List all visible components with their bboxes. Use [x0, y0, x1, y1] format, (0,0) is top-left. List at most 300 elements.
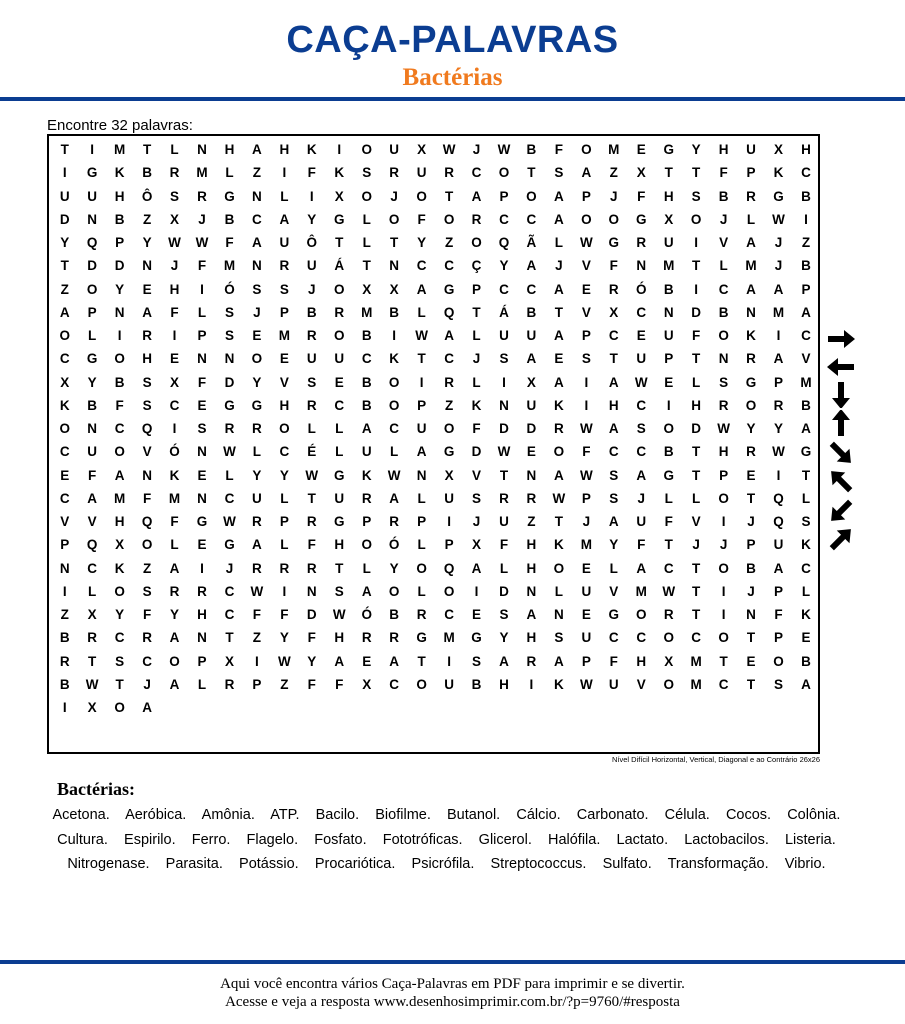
word-item: Ferro. [191, 831, 231, 848]
grid-letter: O [526, 188, 537, 204]
grid-letter: A [636, 560, 647, 576]
grid-letter: I [62, 700, 67, 716]
grid-letter: O [416, 188, 427, 204]
grid-letter: W [415, 328, 428, 344]
grid-letter: E [170, 351, 180, 367]
footer-divider [0, 960, 905, 964]
grid-letter: P [499, 188, 509, 204]
grid-letter: G [608, 235, 620, 251]
grid-letter: L [801, 490, 811, 506]
grid-letter: N [306, 583, 317, 599]
grid-letter: B [59, 676, 70, 692]
grid-letter: P [581, 653, 591, 669]
grid-letter: B [801, 653, 811, 669]
grid-letter: F [774, 607, 783, 623]
grid-letter: R [746, 188, 756, 204]
grid-letter: J [582, 514, 591, 530]
word-item: Lactobacilos. [684, 831, 769, 848]
grid-letter: U [361, 444, 372, 460]
grid-letter: B [746, 560, 756, 576]
grid-letter: S [115, 653, 125, 669]
grid-letter: F [609, 653, 618, 669]
grid-letter: B [801, 188, 811, 204]
word-item: Colônia. [787, 807, 841, 823]
grid-letter: Y [60, 235, 70, 251]
grid-letter: F [307, 630, 316, 646]
grid-letter: M [361, 304, 373, 320]
grid-letter: P [581, 490, 591, 506]
grid-letter: G [334, 467, 345, 483]
grid-letter: C [471, 165, 482, 181]
grid-letter: N [252, 258, 262, 274]
grid-letter: W [579, 421, 593, 437]
word-item: Potássio. [239, 856, 299, 872]
grid-letter: U [306, 258, 317, 274]
grid-letter: T [60, 258, 69, 274]
grid-letter: P [746, 537, 756, 553]
grid-letter: R [471, 211, 482, 227]
grid-letter: A [554, 653, 564, 669]
grid-letter: Y [252, 467, 262, 483]
grid-letter: T [115, 676, 124, 692]
grid-letter: N [636, 258, 647, 274]
grid-letter: H [224, 142, 235, 158]
grid-letter: Y [115, 607, 125, 623]
grid-letter: X [115, 537, 125, 553]
arrow-down-right-icon [824, 440, 858, 466]
grid-letter: U [663, 235, 674, 251]
grid-letter: K [801, 537, 811, 553]
grid-letter: A [169, 676, 180, 692]
grid-letter: C [169, 397, 180, 413]
grid-letter: A [279, 211, 290, 227]
grid-letter: C [142, 653, 152, 669]
grid-letter: K [114, 560, 125, 576]
grid-letter: E [581, 607, 591, 623]
grid-letter: U [59, 188, 70, 204]
grid-letter: K [59, 397, 70, 413]
grid-letter: V [609, 583, 619, 599]
word-item: Butanol. [447, 807, 501, 823]
grid-letter: O [553, 560, 565, 576]
grid-letter: R [142, 630, 152, 646]
grid-letter: D [526, 421, 537, 437]
grid-letter: Z [609, 165, 618, 181]
grid-letter: C [416, 258, 427, 274]
grid-letter: T [692, 607, 701, 623]
grid-letter: J [390, 188, 398, 204]
grid-letter: A [169, 630, 180, 646]
grid-letter: N [526, 583, 537, 599]
grid-letter: Q [443, 304, 455, 320]
grid-letter: O [663, 421, 674, 437]
grid-letter: T [444, 188, 454, 204]
grid-letter: O [443, 583, 455, 599]
grid-letter: Y [142, 235, 152, 251]
grid-letter: J [719, 537, 728, 553]
grid-letter: V [691, 514, 701, 530]
arrow-up-icon [824, 410, 858, 436]
grid-letter: S [279, 281, 289, 297]
grid-letter: L [252, 444, 262, 460]
grid-letter: S [307, 374, 317, 390]
grid-letter: D [471, 444, 482, 460]
grid-letter: S [691, 188, 701, 204]
grid-letter: U [636, 514, 647, 530]
grid-letter: O [443, 211, 455, 227]
word-item: Flagelo. [246, 831, 299, 848]
grid-letter: R [197, 188, 207, 204]
grid-letter: O [388, 583, 400, 599]
grid-letter: P [362, 514, 372, 530]
grid-letter: A [581, 165, 592, 181]
grid-letter: M [223, 258, 236, 274]
grid-letter: T [335, 560, 344, 576]
grid-letter: A [554, 281, 564, 297]
grid-letter: C [279, 444, 290, 460]
grid-letter: E [581, 281, 591, 297]
grid-letter: I [776, 328, 781, 344]
grid-letter: K [554, 537, 564, 553]
grid-letter: I [392, 328, 397, 344]
grid-letter: I [502, 374, 506, 390]
grid-letter: C [636, 397, 647, 413]
grid-letter: M [772, 304, 785, 320]
grid-letter: O [114, 351, 125, 367]
grid-letter: M [580, 537, 592, 553]
grid-letter: J [198, 211, 206, 227]
grid-letter: F [197, 258, 207, 274]
grid-letter: O [718, 328, 729, 344]
grid-letter: I [666, 397, 671, 413]
grid-letter: Y [252, 374, 262, 390]
grid-letter: M [443, 630, 455, 646]
grid-letter: A [554, 467, 564, 483]
grid-letter: F [472, 421, 481, 437]
grid-letter: G [196, 514, 208, 530]
grid-letter: B [389, 304, 400, 320]
grid-letter: W [85, 676, 99, 692]
grid-letter: Y [307, 211, 317, 227]
grid-letter: G [443, 444, 455, 460]
grid-letter: E [362, 653, 372, 669]
grid-letter: A [114, 467, 125, 483]
grid-letter: O [334, 328, 345, 344]
grid-letter: W [223, 444, 236, 460]
grid-letter: K [554, 676, 564, 692]
grid-letter: G [86, 165, 98, 181]
grid-letter: O [718, 490, 729, 506]
grid-letter: M [114, 490, 126, 506]
grid-letter: R [224, 421, 235, 437]
grid-letter: C [499, 281, 509, 297]
grid-letter: I [721, 514, 726, 530]
grid-letter: S [774, 676, 784, 692]
grid-letter: T [664, 537, 673, 553]
grid-letter: S [581, 351, 591, 367]
grid-letter: N [663, 304, 674, 320]
grid-letter: T [692, 467, 701, 483]
grid-letter: Ç [471, 258, 482, 274]
grid-letter: A [554, 374, 564, 390]
grid-letter: F [170, 514, 179, 530]
grid-letter: T [142, 142, 152, 158]
grid-letter: A [801, 676, 811, 692]
grid-letter: I [282, 583, 287, 599]
grid-letter: É [307, 444, 317, 460]
grid-letter: C [444, 351, 454, 367]
grid-letter: R [746, 444, 756, 460]
grid-letter: L [170, 537, 179, 553]
grid-letter: Q [773, 514, 784, 530]
grid-letter: I [447, 653, 451, 669]
grid-letter: R [279, 560, 290, 576]
grid-letter: X [224, 653, 234, 669]
grid-letter: U [306, 351, 317, 367]
grid-letter: F [307, 165, 316, 181]
word-item: Bacilo. [315, 807, 360, 823]
grid-letter: H [279, 397, 290, 413]
grid-letter: A [252, 142, 262, 158]
grid-letter: I [474, 583, 479, 599]
grid-letter: R [526, 490, 537, 506]
grid-letter: G [86, 351, 98, 367]
grid-letter: W [442, 142, 456, 158]
grid-letter: S [472, 653, 482, 669]
grid-letter: S [362, 165, 372, 181]
grid-letter: H [526, 630, 537, 646]
grid-letter: P [60, 537, 70, 553]
grid-letter: I [721, 607, 726, 623]
grid-letter: C [499, 211, 509, 227]
grid-letter: V [60, 514, 70, 530]
grid-letter: C [224, 607, 235, 623]
word-list [40, 803, 865, 877]
grid-letter: S [636, 421, 646, 437]
grid-letter: F [88, 467, 97, 483]
grid-letter: X [636, 165, 646, 181]
grid-letter: O [581, 142, 592, 158]
grid-letter: T [801, 467, 811, 483]
grid-letter: O [498, 165, 510, 181]
grid-letter: F [335, 676, 344, 692]
grid-letter: N [87, 421, 98, 437]
grid-letter: L [554, 583, 563, 599]
grid-letter: V [801, 351, 811, 367]
word-item: Amônia. [201, 807, 255, 823]
grid-letter: G [443, 281, 455, 297]
grid-letter: R [279, 258, 290, 274]
grid-letter: Ó [169, 444, 180, 460]
grid-letter: F [719, 165, 728, 181]
grid-letter: R [306, 514, 317, 530]
grid-letter: C [608, 444, 619, 460]
grid-letter: M [745, 258, 757, 274]
footer-line-2: Acesse e veja a resposta www.desenhosimprimir.com.br/?p=9760/#resposta [225, 994, 680, 1010]
grid-letter: R [252, 514, 262, 530]
grid-letter: L [417, 537, 426, 553]
word-item: Nitrogenase. [67, 856, 150, 872]
grid-letter: B [361, 397, 372, 413]
grid-letter: J [637, 490, 645, 506]
grid-letter: U [389, 142, 400, 158]
grid-letter: E [746, 653, 756, 669]
grid-letter: X [472, 537, 482, 553]
grid-letter: S [142, 374, 152, 390]
grid-letter: I [255, 653, 259, 669]
grid-letter: A [636, 467, 647, 483]
grid-letter: Ó [635, 281, 647, 297]
grid-letter: H [279, 142, 290, 158]
grid-letter: W [579, 235, 593, 251]
grid-letter: E [334, 374, 344, 390]
grid-letter: B [718, 188, 729, 204]
word-item: Lactato. [616, 831, 669, 848]
grid-letter: R [306, 328, 317, 344]
grid-letter: H [526, 537, 537, 553]
grid-letter: C [801, 328, 811, 344]
grid-letter: F [142, 490, 152, 506]
grid-letter: P [774, 630, 784, 646]
grid-letter: R [59, 653, 70, 669]
arrow-up-left-icon [824, 468, 858, 494]
grid-letter: J [610, 188, 618, 204]
grid-letter: P [664, 351, 674, 367]
grid-letter: L [472, 328, 481, 344]
grid-letter: U [252, 490, 262, 506]
grid-letter: A [416, 444, 427, 460]
grid-letter: N [746, 607, 756, 623]
grid-letter: F [582, 444, 591, 460]
grid-letter: E [60, 467, 70, 483]
grid-letter: N [554, 607, 564, 623]
grid-letter: C [389, 421, 400, 437]
grid-letter: N [197, 630, 207, 646]
grid-letter: L [88, 583, 97, 599]
grid-letter: A [801, 304, 811, 320]
grid-letter: A [554, 328, 564, 344]
word-item: Cocos. [725, 807, 772, 823]
grid-letter: F [692, 328, 701, 344]
grid-letter: R [608, 281, 619, 297]
grid-letter: G [224, 397, 235, 413]
grid-letter: N [59, 560, 70, 576]
direction-arrows [824, 326, 860, 556]
header-divider [0, 97, 905, 101]
grid-letter: X [87, 607, 97, 623]
grid-letter: L [417, 583, 426, 599]
grid-letter: N [142, 467, 152, 483]
grid-letter: O [553, 444, 565, 460]
grid-letter: Á [499, 304, 509, 320]
grid-letter: I [694, 281, 699, 297]
page-subtitle: Bactérias [402, 64, 503, 91]
grid-letter: U [444, 490, 454, 506]
word-item: Parasita. [165, 856, 223, 872]
grid-letter: P [87, 304, 97, 320]
grid-letter: T [390, 235, 399, 251]
grid-letter: J [143, 676, 151, 692]
grid-letter: C [252, 211, 262, 227]
grid-letter: O [443, 421, 455, 437]
grid-letter: R [663, 607, 674, 623]
grid-letter: V [472, 467, 482, 483]
grid-letter: H [142, 351, 152, 367]
grid-letter: Z [527, 514, 536, 530]
arrow-right-icon [824, 326, 858, 352]
grid-letter: M [635, 583, 647, 599]
grid-letter: N [499, 397, 509, 413]
grid-letter: P [417, 514, 427, 530]
grid-letter: B [663, 444, 674, 460]
grid-letter: E [526, 444, 536, 460]
grid-letter: G [334, 211, 345, 227]
grid-letter: X [664, 211, 674, 227]
word-item: Acetona. [52, 807, 110, 823]
grid-letter: O [745, 397, 757, 413]
grid-letter: A [554, 188, 564, 204]
grid-letter: M [663, 258, 675, 274]
grid-letter: X [417, 142, 427, 158]
grid-letter: L [499, 560, 509, 576]
grid-letter: A [389, 490, 400, 506]
grid-letter: P [801, 281, 811, 297]
grid-letter: G [471, 630, 482, 646]
grid-letter: D [87, 258, 98, 274]
grid-letter: B [361, 328, 372, 344]
word-item: Halófila. [547, 831, 601, 848]
grid-letter: O [114, 700, 125, 716]
grid-letter: V [142, 444, 152, 460]
word-item: ATP. [270, 807, 300, 823]
grid-letter: C [114, 630, 125, 646]
grid-letter: Ô [306, 235, 318, 251]
grid-letter: U [334, 490, 345, 506]
grid-letter: S [472, 490, 482, 506]
grid-letter: H [169, 281, 180, 297]
grid-letter: Z [444, 235, 454, 251]
grid-letter: Ó [224, 281, 235, 297]
grid-letter: T [692, 351, 701, 367]
grid-letter: B [87, 397, 98, 413]
grid-letter: R [718, 397, 729, 413]
grid-letter: N [718, 351, 729, 367]
grid-letter: Z [801, 235, 811, 251]
grid-letter: Y [417, 235, 427, 251]
word-item: Streptococcus. [490, 856, 587, 872]
grid-letter: T [417, 653, 426, 669]
grid-letter: X [526, 374, 536, 390]
grid-letter: U [416, 421, 427, 437]
grid-letter: L [746, 211, 756, 227]
grid-letter: P [774, 583, 784, 599]
grid-letter: O [388, 374, 400, 390]
grid-letter: O [416, 676, 427, 692]
grid-letter: H [663, 188, 674, 204]
grid-letter: P [115, 235, 125, 251]
grid-letter: W [717, 421, 730, 437]
grid-letter: T [692, 258, 701, 274]
grid-letter: V [581, 258, 591, 274]
grid-letter: S [554, 165, 564, 181]
footer-line-1: Aqui você encontra vários Caça-Palavras em PDF para imprimir e se divertir. [220, 976, 685, 992]
grid-letter: Y [115, 281, 125, 297]
grid-letter: J [774, 235, 783, 251]
grid-letter: T [692, 444, 701, 460]
grid-letter: R [334, 304, 345, 320]
grid-letter: T [719, 653, 728, 669]
grid-letter: A [526, 351, 537, 367]
